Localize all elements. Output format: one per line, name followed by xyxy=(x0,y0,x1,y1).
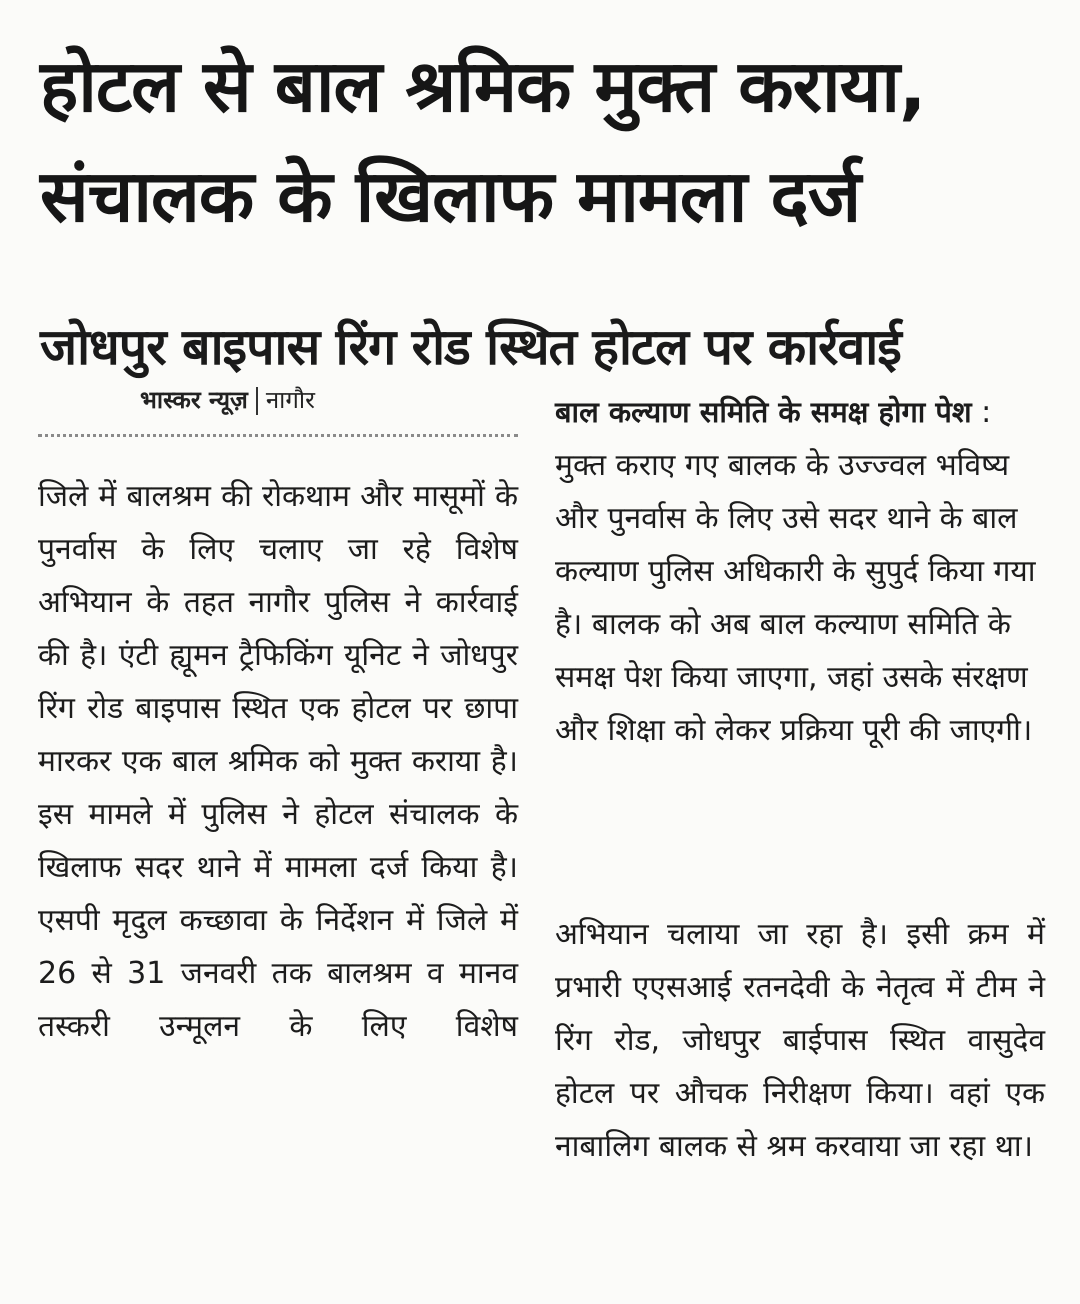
right-column-top xyxy=(555,386,1045,757)
byline-separator xyxy=(256,387,258,415)
headline-line-1: होटल से बाल श्रमिक मुक्त कराया, xyxy=(40,44,926,128)
right-column-bottom-body: अभियान चलाया जा रहा है। इसी क्रम में प्रभारी एएसआई रतनदेवी के नेतृत्व में टीम ने रिंग रोड, जोधपुर बाईपास स्थित वासुदेव होटल पर औचक निरीक्षण किया। वहां एक नाबालिग बालक से श्रम करवाया जा रहा था। xyxy=(555,917,1045,1164)
byline-place: नागौर xyxy=(265,386,315,414)
byline-source: भास्कर न्यूज़ xyxy=(140,386,248,414)
headline-line-2: संचालक के खिलाफ मामला दर्ज xyxy=(40,154,861,238)
right-column-subhead: बाल कल्याण समिति के समक्ष होगा पेश xyxy=(555,395,972,429)
subheadline: जोधपुर बाइपास रिंग रोड स्थित होटल पर कार्रवाई xyxy=(40,317,901,376)
byline xyxy=(140,383,315,416)
right-column-top-body: : मुक्त कराए गए बालक के उज्ज्वल भविष्य और पुनर्वास के लिए उसे सदर थाने के बाल कल्याण पुलिस अधिकारी के सुपुर्द किया गया है। बालक को अब बाल कल्याण समिति के समक्ष पेश किया जाएगा, जहां उसके संरक्षण और शिक्षा को लेकर प्रक्रिया पूरी की जाएगी। xyxy=(555,395,1036,748)
left-column-body: जिले में बालश्रम की रोकथाम और मासूमों के पुनर्वास के लिए चलाए जा रहे विशेष अभियान के तहत नागौर पुलिस ने कार्रवाई की है। एंटी ह्यूमन ट्रैफिकिंग यूनिट ने जोधपुर रिंग रोड बाइपास स्थित एक होटल पर छापा मारकर एक बाल श्रमिक को मुक्त कराया है। इस मामले में पुलिस ने होटल संचालक के खिलाफ सदर थाने में मामला दर्ज किया है। एसपी मृदुल कच्छावा के निर्देशन में जिले में 26 से 31 जनवरी तक बालश्रम व मानव तस्करी उन्मूलन के लिए विशेष xyxy=(38,479,518,1044)
byline-divider xyxy=(38,434,518,437)
